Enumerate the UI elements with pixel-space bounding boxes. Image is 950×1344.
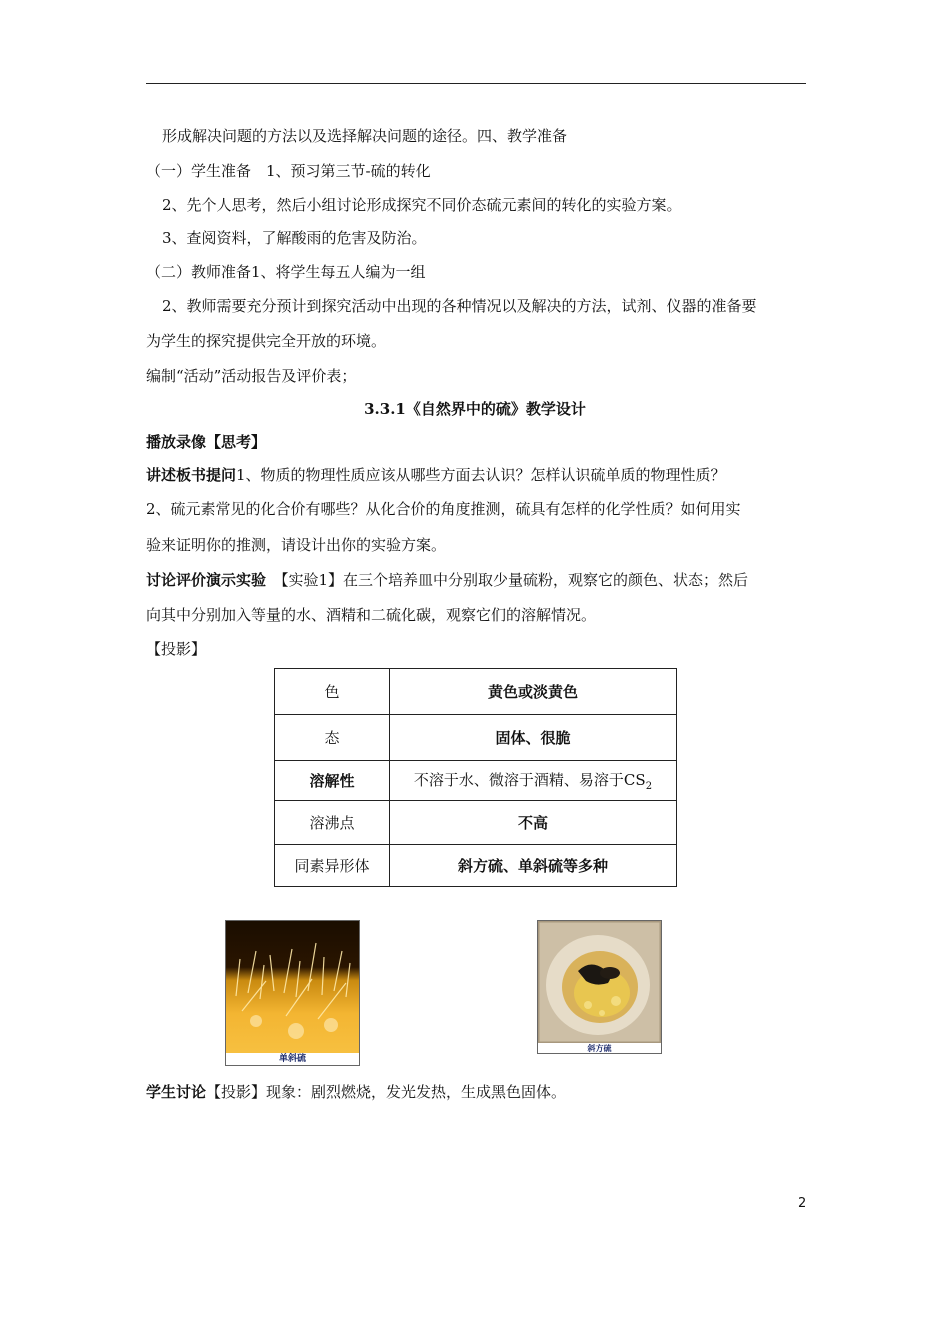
monoclinic-sulfur-caption: 单斜硫 bbox=[226, 1053, 359, 1065]
section-experiment-line-2: 向其中分别加入等量的水、酒精和二硫化碳，观察它们的溶解情况。 bbox=[146, 606, 597, 624]
table-key: 色 bbox=[275, 669, 390, 715]
table-key: 溶解性 bbox=[275, 761, 390, 801]
monoclinic-sulfur-photo bbox=[226, 921, 359, 1053]
table-value-subscript: 2 bbox=[645, 781, 653, 792]
rhombic-sulfur-photo bbox=[538, 921, 661, 1043]
section-experiment bbox=[146, 570, 748, 590]
paragraph-8: 编制“活动”活动报告及评价表； bbox=[146, 367, 357, 385]
paragraph-student-prep: （一）学生准备 1、预习第三节-硫的转化 bbox=[146, 162, 431, 180]
section-valence-line-1: 2、硫元素常见的化合价有哪些？从化合价的角度推测，硫具有怎样的化学性质？如何用实 bbox=[146, 500, 741, 518]
monoclinic-sulfur-image bbox=[225, 920, 360, 1066]
section-video: 播放录像【思考】 bbox=[146, 433, 267, 451]
paragraph-7: 为学生的探究提供完全开放的环境。 bbox=[146, 332, 387, 350]
table-row bbox=[275, 669, 677, 715]
paragraph-teacher-prep: （二）教师准备1、将学生每五人编为一组 bbox=[146, 263, 426, 281]
section-discussion-label: 学生讨论 bbox=[146, 1083, 207, 1101]
table-key: 同素异形体 bbox=[275, 845, 390, 887]
paragraph-3: 2、先个人思考，然后小组讨论形成探究不同价态硫元素间的转化的实验方案。 bbox=[162, 196, 682, 214]
section-experiment-text: 【实验1】在三个培养皿中分别取少量硫粉，观察它的颜色、状态；然后 bbox=[266, 571, 749, 589]
table-key: 溶沸点 bbox=[275, 801, 390, 845]
table-row bbox=[275, 801, 677, 845]
table-row bbox=[275, 761, 677, 801]
section-valence-line-2: 验来证明你的推测，请设计出你的实验方案。 bbox=[146, 536, 447, 554]
table-value: 斜方硫、单斜硫等多种 bbox=[390, 845, 677, 887]
page-number: 2 bbox=[798, 1196, 807, 1211]
section-question bbox=[146, 465, 726, 485]
paragraph-4: 3、查阅资料，了解酸雨的危害及防治。 bbox=[162, 229, 427, 247]
section-question-label: 讲述板书提问 bbox=[146, 466, 237, 484]
table-value: 黄色或淡黄色 bbox=[390, 669, 677, 715]
section-discussion bbox=[146, 1082, 566, 1102]
section-question-text: 1、物质的物理性质应该从哪些方面去认识？怎样认识硫单质的物理性质？ bbox=[236, 466, 726, 484]
paragraph-6: 2、教师需要充分预计到探究活动中出现的各种情况以及解决的方法，试剂、仪器的准备要 bbox=[162, 297, 757, 315]
table-value-cell bbox=[390, 761, 677, 801]
sulfur-properties-table bbox=[274, 668, 677, 887]
section-discussion-text: 【投影】现象：剧烈燃烧，发光发热，生成黑色固体。 bbox=[206, 1083, 567, 1101]
table-value: 不高 bbox=[390, 801, 677, 845]
table-value: 不溶于水、微溶于酒精、易溶于CS bbox=[413, 771, 646, 789]
paragraph-1: 形成解决问题的方法以及选择解决问题的途径。四、教学准备 bbox=[162, 127, 568, 145]
table-row bbox=[275, 845, 677, 887]
header-rule bbox=[146, 83, 806, 84]
table-row bbox=[275, 715, 677, 761]
rhombic-sulfur-image bbox=[537, 920, 662, 1054]
section-experiment-label: 讨论评价演示实验 bbox=[146, 571, 267, 589]
table-value: 固体、很脆 bbox=[390, 715, 677, 761]
document-title: 3.3.1《自然界中的硫》教学设计 bbox=[364, 400, 586, 418]
table-key: 态 bbox=[275, 715, 390, 761]
section-projection: 【投影】 bbox=[146, 640, 207, 658]
rhombic-sulfur-caption: 斜方硫 bbox=[538, 1043, 661, 1053]
